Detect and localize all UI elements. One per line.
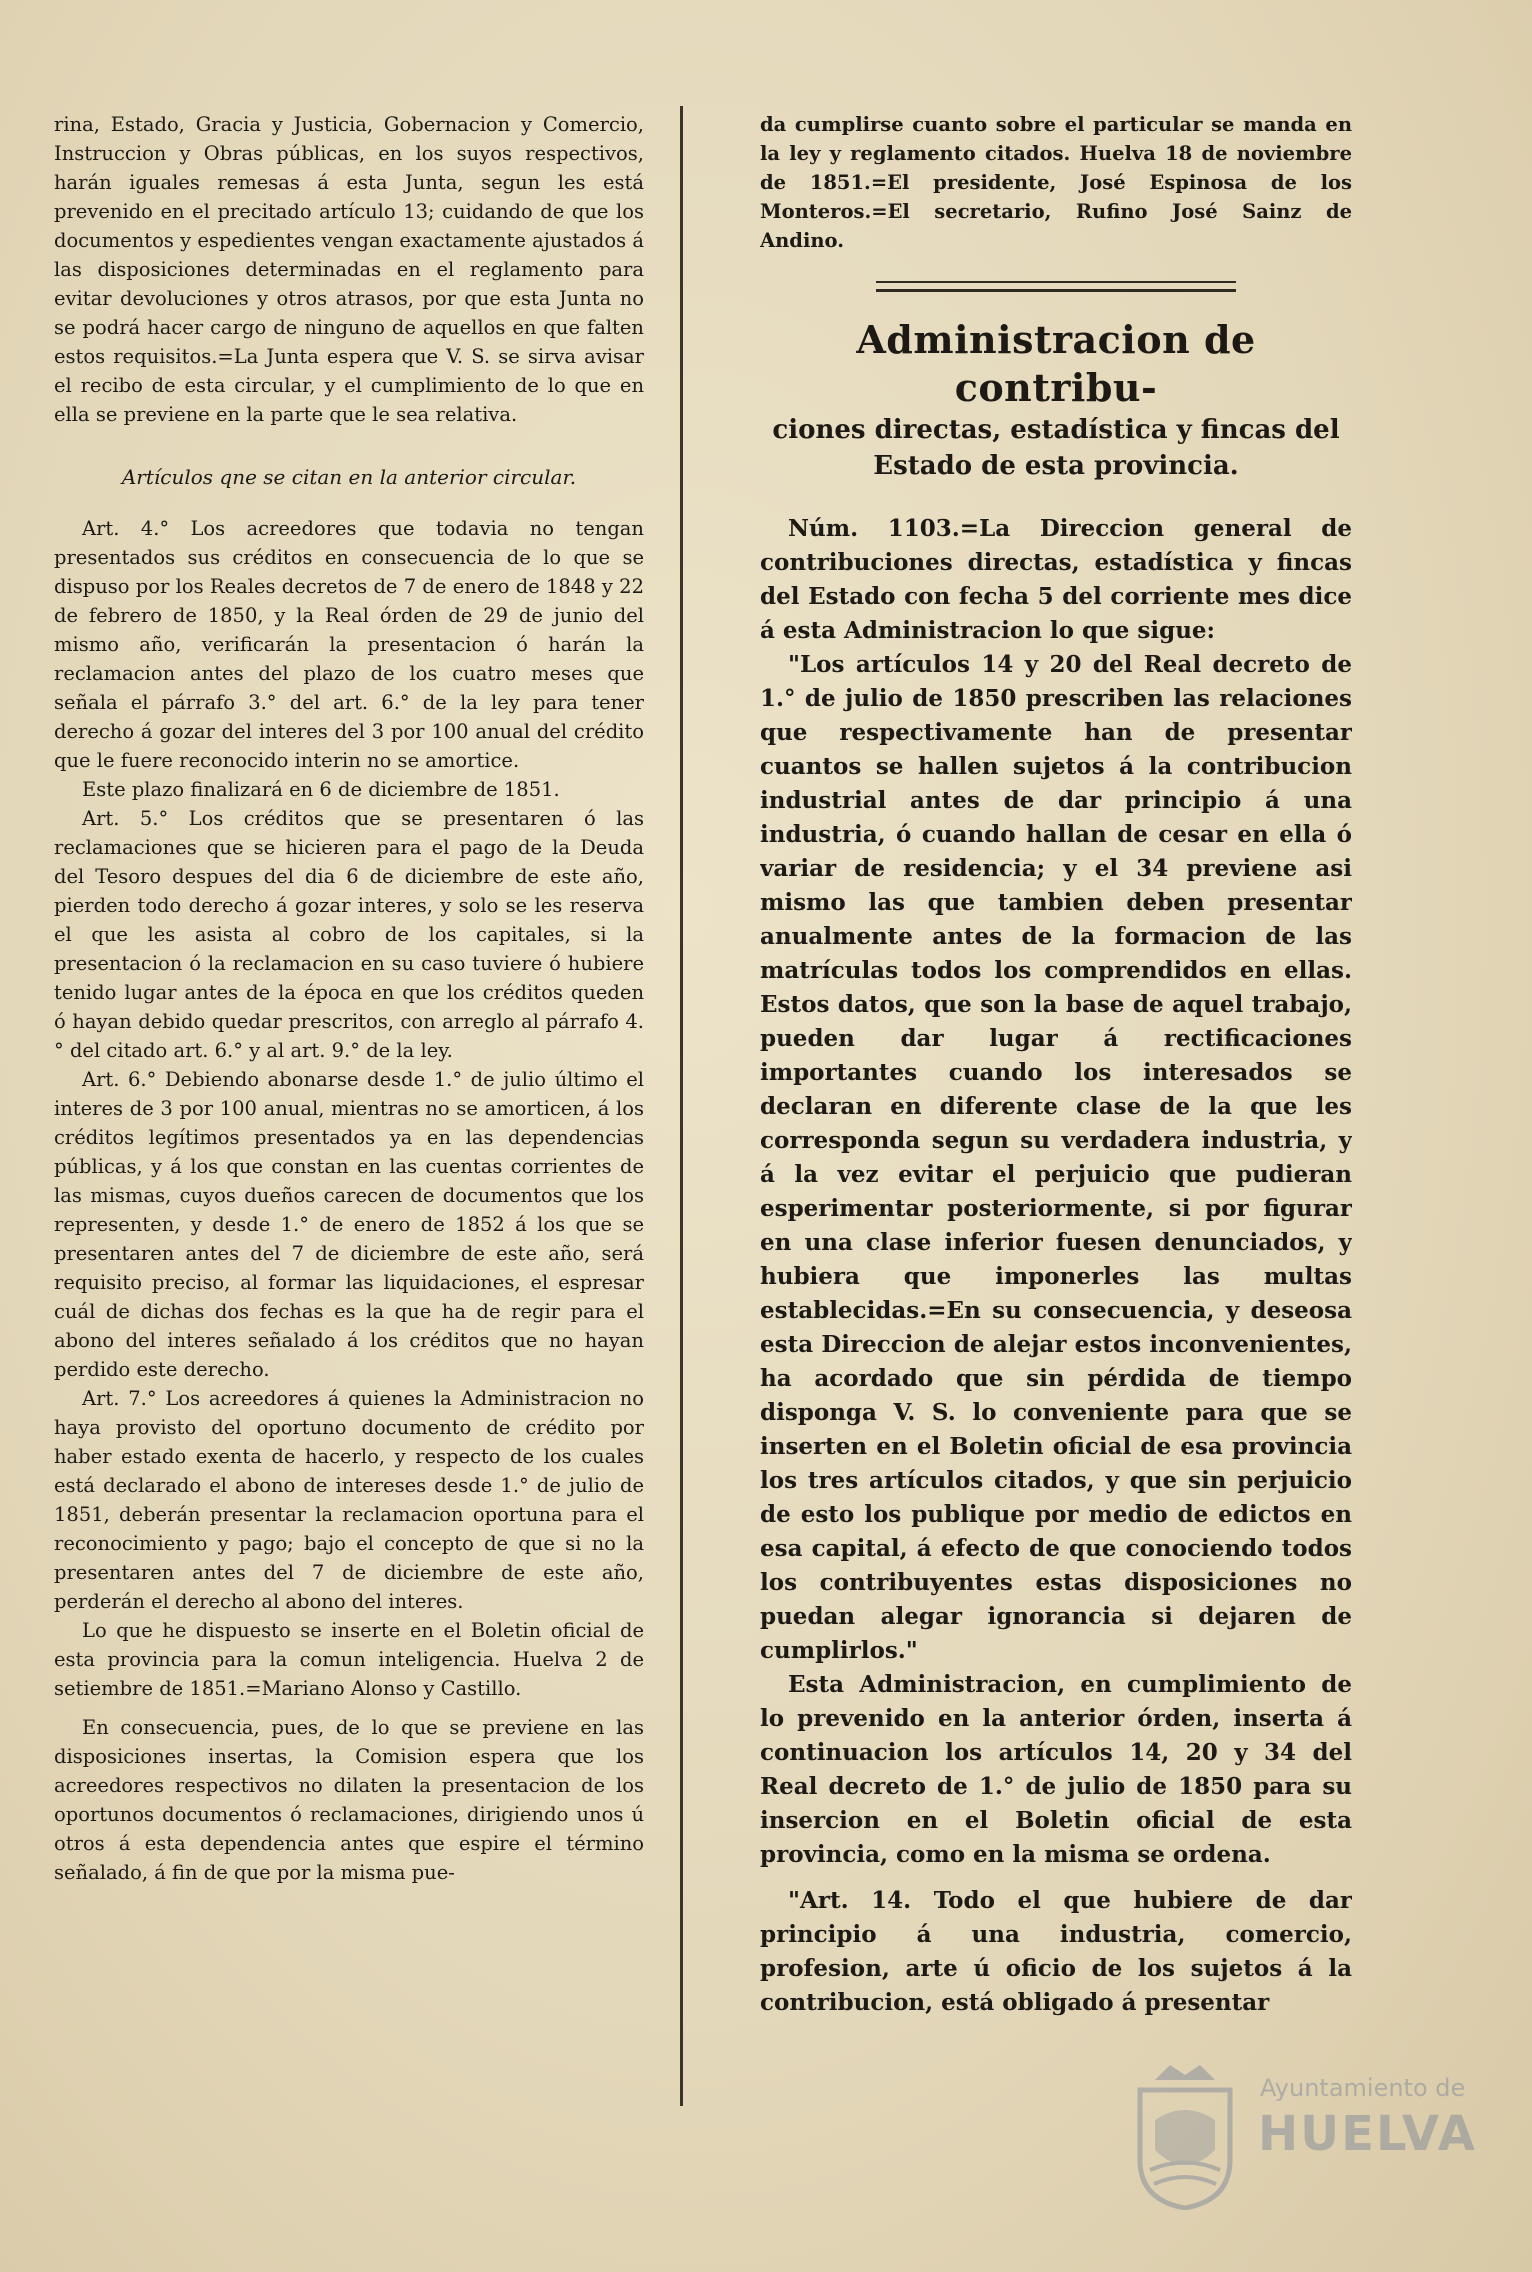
shield-icon xyxy=(1130,2060,1240,2210)
disposition-paragraph: Lo que he dispuesto se inserte en el Boletin oficial de esta provincia para la comun inteligencia. Huelva 2 de setiembre de 1851.=Mariano Alonso y Castillo. xyxy=(54,1619,644,1700)
article-5-paragraph: Art. 5.° Los créditos que se presentaren ó las reclamaciones que se hicieren para el pago de la Deuda del Tesoro despues del dia 6 de diciembre de este año, pierden todo derecho á gozar interes, y solo se les reserva el que les asista al cobro de los capitales, si la presentacion ó la reclamacion en su caso tuviere ó hubiere tenido lugar antes de la época en que los créditos queden ó hayan debido quedar prescritos, con arreglo al párrafo 4.° del citado art. 6.° y al art. 9.° de la ley. xyxy=(54,807,644,1062)
articles-subheading: Artículos qne se citan en la anterior circular. xyxy=(121,465,577,489)
article-6-paragraph: Art. 6.° Debiendo abonarse desde 1.° de julio último el interes de 3 por 100 anual, mientras no se amorticen, á los créditos legítimos presentados ya en las dependencias públicas, y á los que constan en las cuentas corrientes de las mismas, cuyos dueños carecen de documentos que los representen, y desde 1.° de enero de 1852 á los que se presentaren antes del 7 de diciembre de este año, será requisito preciso, al formar las liquidaciones, el espresar cuál de dichas dos fechas es la que ha de regir para el abono del interes señalado á los créditos que no hayan perdido este derecho. xyxy=(54,1068,644,1381)
article-7-paragraph: Art. 7.° Los acreedores á quienes la Administracion no haya provisto del oportuno documento de crédito por haber estado exenta de hacerlo, y respecto de los cuales está declarado el abono de intereses desde 1.° de julio de 1851, deberán presentar la reclamacion oportuna para el reconocimiento y pago; bajo el concepto de que si no la presentaren antes del 7 de diciembre de este año, perderán el derecho al abono del interes. xyxy=(54,1387,644,1613)
notice-number-paragraph: Núm. 1103.=La Direccion general de contribuciones directas, estadística y fincas del Estado con fecha 5 del corriente mes dice á esta Administracion lo que sigue: xyxy=(760,515,1352,644)
circular-ending-paragraph: rina, Estado, Gracia y Justicia, Gobernacion y Comercio, Instruccion y Obras públicas, en los suyos respectivos, harán iguales remesas á esta Junta, segun les está prevenido en el precitado artículo 13; cuidando de que los documentos y espedientes vengan exactamente ajustados á las disposiciones determinadas en el reglamento para evitar devoluciones y otros atrasos, por que esta Junta no se podrá hacer cargo de ninguno de aquellos en que falten estos requisitos.=La Junta espera que V. S. se sirva avisar el recibo de esta circular, y el cumplimiento de lo que en ella se previene en la parte que le sea relativa. xyxy=(54,113,644,426)
watermark-logo xyxy=(1110,2060,1500,2240)
consequence-paragraph: En consecuencia, pues, de lo que se previene en las disposiciones insertas, la Comision espera que los acreedores respectivos no dilaten la presentacion de los oportunos documentos ó reclamaciones, dirigiendo unos ú otros á esta dependencia antes que espire el término señalado, á fin de que por la misma pue- xyxy=(54,1716,644,1884)
continued-paragraph: da cumplirse cuanto sobre el particular se manda en la ley y reglamento citados. Huelva 18 de noviembre de 1851.=El presidente, José Espinosa de los Monteros.=El secretario, Rufino José Sainz de Andino. xyxy=(760,113,1352,252)
administration-paragraph: Esta Administracion, en cumplimiento de lo prevenido en la anterior órden, inserta á continuacion los artículos 14, 20 y 34 del Real decreto de 1.° de julio de 1850 para su insercion en el Boletin oficial de esta provincia, como en la misma se ordena. xyxy=(760,1671,1352,1868)
right-column xyxy=(760,110,1352,2110)
section-separator xyxy=(760,281,1352,292)
section-title: Administracion de contribu- xyxy=(856,317,1256,410)
watermark-line-1: Ayuntamiento de xyxy=(1260,2074,1466,2102)
left-column xyxy=(54,110,644,2110)
deadline-paragraph: Este plazo finalizará en 6 de diciembre de 1851. xyxy=(82,778,560,801)
watermark-line-2: HUELVA xyxy=(1258,2106,1477,2162)
section-subtitle: ciones directas, estadística y fincas del Estado de esta provincia. xyxy=(772,415,1340,481)
article-14-paragraph: "Art. 14. Todo el que hubiere de dar principio á una industria, comercio, profesion, arte ú oficio de los sujetos á la contribucion, está obligado á presentar xyxy=(760,1887,1352,2016)
quoted-directive-paragraph: "Los artículos 14 y 20 del Real decreto de 1.° de julio de 1850 prescriben las relaciones que respectivamente han de presentar cuantos se hallen sujetos á la contribucion industrial antes de dar principio á una industria, ó cuando hallan de cesar en ella ó variar de residencia; y el 34 previene asi mismo las que tambien deben presentar anualmente antes de la formacion de las matrículas todos los comprendidos en ellas. Estos datos, que son la base de aquel trabajo, pueden dar lugar á rectificaciones importantes cuando los interesados se declaran en diferente clase de la que les corresponda segun su verdadera industria, y á la vez evitar el perjuicio que pudieran esperimentar posteriormente, si por figurar en una clase inferior fuesen denunciados, y hubiera que imponerles las multas establecidas.=En su consecuencia, y deseosa esta Direccion de alejar estos inconvenientes, ha acordado que sin pérdida de tiempo disponga V. S. lo conveniente para que se inserten en el Boletin oficial de esa provincia los tres artículos citados, y que sin perjuicio de esto los publique por medio de edictos en esa capital, á efecto de que conociendo todos los contribuyentes estas disposiciones no puedan alegar ignorancia si dejaren de cumplirlos." xyxy=(760,651,1352,1664)
column-divider xyxy=(680,106,683,2106)
article-4-paragraph: Art. 4.° Los acreedores que todavia no tengan presentados sus créditos en consecuencia de lo que se dispuso por los Reales decretos de 7 de enero de 1848 y 22 de febrero de 1850, y la Real órden de 29 de junio del mismo año, verificarán la presentacion ó harán la reclamacion antes del plazo de los cuatro meses que señala el párrafo 3.° del art. 6.° de la ley para tener derecho á gozar del interes del 3 por 100 anual del crédito que le fuere reconocido interin no se amortice. xyxy=(54,517,644,772)
